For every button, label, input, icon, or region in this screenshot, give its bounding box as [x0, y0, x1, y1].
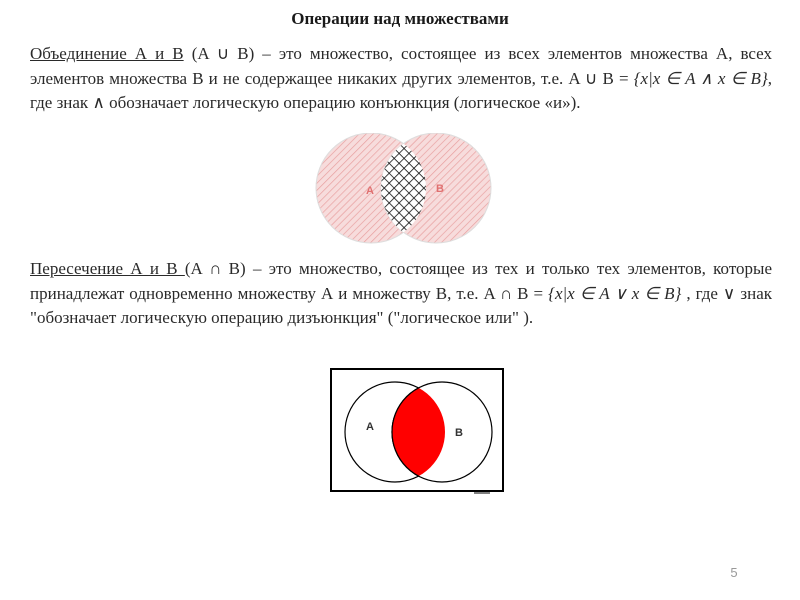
set-a-label: A: [366, 421, 374, 433]
union-venn-diagram: [310, 133, 500, 245]
intersection-venn-diagram: [328, 366, 508, 496]
union-text-after: , где знак ∧ обозначает логическую операцию конъюнкция (логическое «и»).: [30, 68, 772, 112]
union-text-before: (A ∪ B) – это множество, состоящее из всех элементов множества А, всех элементов множества В и не содержащее никаких других элементов, т.е. A ∪ B =: [30, 44, 773, 88]
intersection-definition: [30, 257, 772, 331]
union-formula: {x|x ∈ A ∧ x ∈ B}: [633, 68, 768, 88]
intersection-text-before: (A ∩ B) – это множество, состоящее из тех и только тех элементов, которые принадлежат одновременно множеству А и множеству В, т.е. A ∩ B =: [30, 259, 772, 303]
union-term: Объединение А и В: [30, 44, 184, 63]
set-a-label: A: [366, 185, 374, 197]
page-number: 5: [730, 565, 738, 580]
set-b-label: B: [436, 183, 444, 195]
union-definition: [30, 42, 772, 116]
intersection-text-after: , где ∨ знак "обозначает логическую операцию дизъюнкция" ("логическое или" ).: [30, 283, 772, 327]
intersection-term: Пересечение А и В: [30, 259, 185, 278]
intersection-formula: {x|x ∈ A ∨ x ∈ B}: [548, 283, 682, 303]
set-b-label: B: [455, 427, 463, 439]
page-title: Операции над множествами: [291, 9, 509, 28]
